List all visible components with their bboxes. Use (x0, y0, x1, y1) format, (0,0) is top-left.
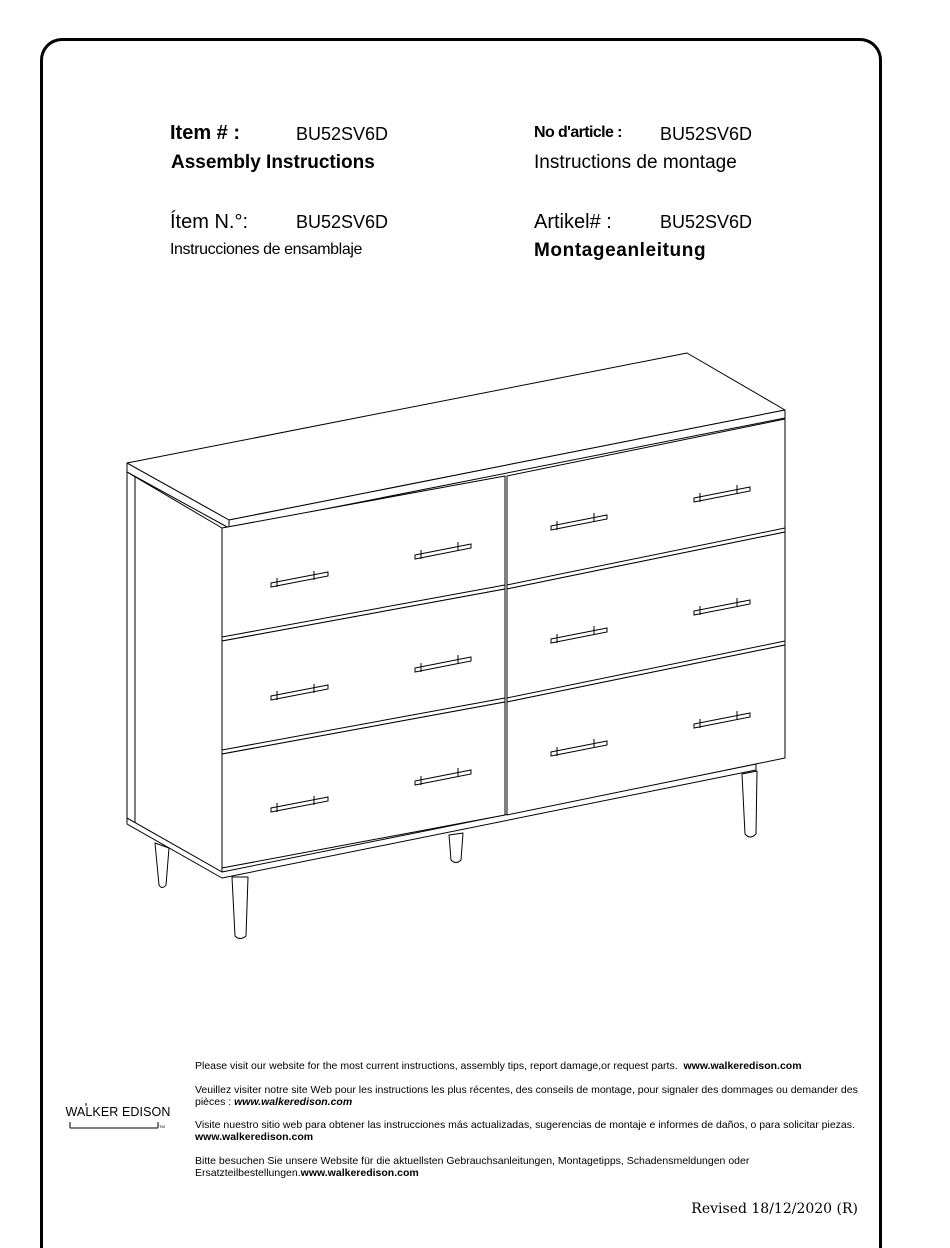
dresser-illustration (118, 345, 798, 945)
item-label-de: Artikel# : (534, 211, 612, 233)
website-link-es[interactable]: www.walkeredison.com (195, 1131, 314, 1143)
item-label-es: Ítem N.°: (170, 211, 249, 233)
item-label-fr: No d'article : (534, 124, 622, 141)
item-code-es: BU52SV6D (296, 212, 389, 232)
subtitle-de: Montageanleitung (534, 240, 707, 261)
item-code-fr: BU52SV6D (660, 124, 753, 144)
item-label-en: Item # : (170, 122, 241, 144)
logo-wordmark: WALKER EDISON (65, 1105, 171, 1119)
website-link-de[interactable]: www.walkeredison.com (300, 1167, 419, 1179)
footer-text-es (195, 1119, 860, 1143)
footer-en-body: Please visit our website for the most current instructions, assembly tips, report damage,or request parts. (195, 1060, 678, 1072)
subtitle-fr: Instructions de montage (534, 152, 737, 173)
footer-es-body: Visite nuestro sitio web para obtener las instrucciones más actualizadas, sugerencias de montaje e informes de daños, o para solicitar piezas. (195, 1119, 855, 1131)
website-link-en[interactable]: www.walkeredison.com (683, 1060, 802, 1072)
footer-text-fr (195, 1084, 860, 1108)
subtitle-en: Assembly Instructions (171, 152, 375, 173)
walker-edison-logo (62, 1102, 174, 1134)
item-code-de: BU52SV6D (660, 212, 753, 232)
item-code-en: BU52SV6D (296, 124, 389, 144)
leg-front-middle (449, 833, 463, 863)
leg-front-right (742, 771, 757, 837)
revision-date: Revised 18/12/2020 (R) (691, 1201, 858, 1217)
footer-text-en (195, 1060, 860, 1072)
dresser-side (127, 472, 222, 872)
website-link-fr[interactable]: www.walkeredison.com (234, 1096, 353, 1108)
subtitle-es: Instrucciones de ensamblaje (170, 241, 362, 258)
footer-text-de (195, 1155, 860, 1179)
footer-fr-body: Veuillez visiter notre site Web pour les instructions les plus récentes, des conseils de montage, pour signaler des dommages ou demander des pièces : (195, 1084, 858, 1108)
logo-trademark: TM (159, 1124, 165, 1129)
footer-de-body: Bitte besuchen Sie unsere Website für die aktuellsten Gebrauchsanleitungen, Montagetipps, Schadensmeldungen oder Ersatzteilbestellungen. (195, 1155, 750, 1179)
leg-back-left (155, 843, 169, 888)
leg-front-left (232, 877, 248, 939)
